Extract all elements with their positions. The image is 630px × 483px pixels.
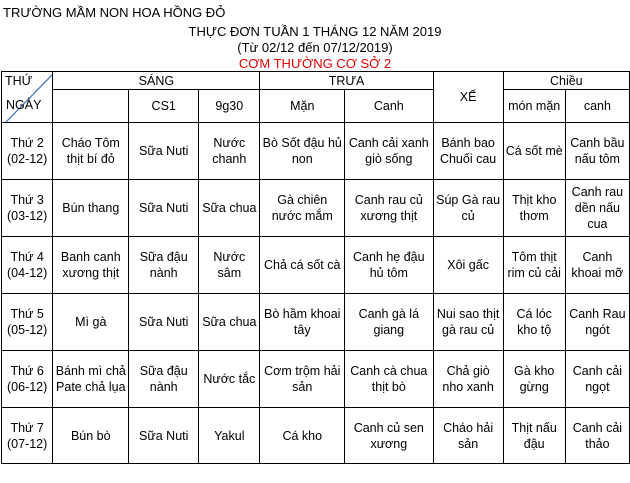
cs1-cell[interactable]: Sữa Nuti (129, 408, 199, 464)
man-cell[interactable]: Cá kho (260, 408, 345, 464)
chieu-man-header[interactable]: món mặn (503, 90, 565, 123)
menu-table (1, 71, 630, 464)
header-row-2 (2, 90, 630, 123)
xe-cell[interactable]: Bánh bao Chuối cau (433, 123, 503, 180)
day-date: (06-12) (7, 380, 48, 394)
day-name: Thứ 7 (10, 420, 44, 435)
canh-cell[interactable]: Canh rau củ xương thịt (345, 180, 434, 237)
chieu-man-cell[interactable]: Thịt nấu đậu (503, 408, 565, 464)
chieu-header[interactable]: Chiều (503, 72, 629, 90)
day-date: (02-12) (7, 152, 48, 166)
g930-header[interactable]: 9g30 (199, 90, 260, 123)
day-cell[interactable] (2, 408, 53, 464)
table-row (2, 408, 630, 464)
man-cell[interactable]: Cơm trộm hải sản (260, 351, 345, 408)
chieu-man-cell[interactable]: Tôm thịt rim củ cải (503, 237, 565, 294)
chieu-canh-cell[interactable]: Canh cải thảo (565, 408, 629, 464)
day-date: (03-12) (7, 209, 48, 223)
g930-cell[interactable]: Nước sâm (199, 237, 260, 294)
g930-cell[interactable]: Nước chanh (199, 123, 260, 180)
day-name: Thứ 6 (10, 364, 44, 378)
table-row (2, 123, 630, 180)
chieu-canh-cell[interactable]: Canh khoai mỡ (565, 237, 629, 294)
canh-cell[interactable]: Canh cải xanh giò sống (345, 123, 434, 180)
day-date: (04-12) (7, 266, 48, 280)
chieu-canh-cell[interactable]: Canh cải ngọt (565, 351, 629, 408)
canh-cell[interactable]: Canh củ sen xương (345, 408, 434, 464)
sang-cell[interactable]: Cháo Tôm thịt bí đỏ (53, 123, 129, 180)
chieu-canh-header[interactable]: canh (565, 90, 629, 123)
table-row (2, 180, 630, 237)
canh-cell[interactable]: Canh hẹ đậu hủ tôm (345, 237, 434, 294)
man-cell[interactable]: Gà chiên nước mắm (260, 180, 345, 237)
xe-cell[interactable]: Xôi gấc (433, 237, 503, 294)
xe-cell[interactable]: Súp Gà rau củ (433, 180, 503, 237)
day-date: (07-12) (7, 436, 48, 451)
chieu-man-cell[interactable]: Thịt kho thơm (503, 180, 565, 237)
trua-header[interactable]: TRƯA (260, 72, 433, 90)
day-cell[interactable] (2, 237, 53, 294)
g930-cell[interactable]: Nước tắc (199, 351, 260, 408)
sang-cell[interactable]: Mì gà (53, 294, 129, 351)
man-cell[interactable]: Chả cá sốt cà (260, 237, 345, 294)
day-cell[interactable] (2, 123, 53, 180)
g930-cell[interactable]: Yakul (199, 408, 260, 464)
man-cell[interactable]: Bò Sốt đậu hủ non (260, 123, 345, 180)
sang-cell[interactable]: Bánh mì chả Pate chả lụa (53, 351, 129, 408)
sang-cell[interactable]: Bún bò (53, 408, 129, 464)
day-name: Thứ 4 (10, 250, 44, 264)
day-name: Thứ 2 (10, 136, 44, 150)
xe-header[interactable]: XẾ (433, 72, 503, 123)
chieu-man-cell[interactable]: Gà kho gừng (503, 351, 565, 408)
day-cell[interactable] (2, 180, 53, 237)
day-date: (05-12) (7, 323, 48, 337)
cs1-cell[interactable]: Sữa Nuti (129, 294, 199, 351)
sang-cell[interactable]: Bún thang (53, 180, 129, 237)
cs1-header[interactable]: CS1 (129, 90, 199, 123)
man-cell[interactable]: Bò hầm khoai tây (260, 294, 345, 351)
chieu-canh-cell[interactable]: Canh Rau ngót (565, 294, 629, 351)
cs1-cell[interactable]: Sữa Nuti (129, 123, 199, 180)
sang-header[interactable]: SÁNG (53, 72, 260, 90)
g930-cell[interactable]: Sữa chua (199, 294, 260, 351)
menu-title: THỰC ĐƠN TUẦN 1 THÁNG 12 NĂM 2019 (188, 24, 442, 39)
chieu-canh-cell[interactable]: Canh bầu nấu tôm (565, 123, 629, 180)
man-header[interactable]: Mặn (260, 90, 345, 123)
canh-cell[interactable]: Canh cà chua thịt bò (345, 351, 434, 408)
day-header-cell[interactable] (2, 72, 53, 123)
xe-cell[interactable]: Cháo hải sản (433, 408, 503, 464)
day-cell[interactable] (2, 351, 53, 408)
canh-cell[interactable]: Canh gà lá giang (345, 294, 434, 351)
table-row (2, 351, 630, 408)
day-header-top: THỨ (5, 74, 33, 88)
day-cell[interactable] (2, 294, 53, 351)
cs1-cell[interactable]: Sữa đậu nành (129, 351, 199, 408)
cs1-cell[interactable]: Sữa đậu nành (129, 237, 199, 294)
xe-cell[interactable]: Chả giò nho xanh (433, 351, 503, 408)
g930-cell[interactable]: Sữa chua (199, 180, 260, 237)
sang-cell[interactable]: Banh canh xương thịt (53, 237, 129, 294)
xe-cell[interactable]: Nui sao thịt gà rau củ (433, 294, 503, 351)
canh-header[interactable]: Canh (345, 90, 434, 123)
day-header-bottom: NGÀY (6, 98, 42, 112)
date-range: (Từ 02/12 đến 07/12/2019) (237, 40, 393, 55)
chieu-canh-cell[interactable]: Canh rau dền nấu cua (565, 180, 629, 237)
day-name: Thứ 3 (10, 193, 44, 207)
cs1-cell[interactable]: Sữa Nuti (129, 180, 199, 237)
chieu-man-cell[interactable]: Cá sốt mè (503, 123, 565, 180)
chieu-man-cell[interactable]: Cá lóc kho tộ (503, 294, 565, 351)
header-row-1 (2, 72, 630, 90)
campus-label: CƠM THƯỜNG CƠ SỞ 2 (238, 56, 392, 71)
table-row (2, 294, 630, 351)
table-row (2, 237, 630, 294)
day-name: Thứ 5 (10, 307, 44, 321)
sang-blank-header[interactable] (53, 90, 129, 123)
school-name: TRƯỜNG MẦM NON HOA HỒNG ĐỎ (3, 5, 226, 20)
